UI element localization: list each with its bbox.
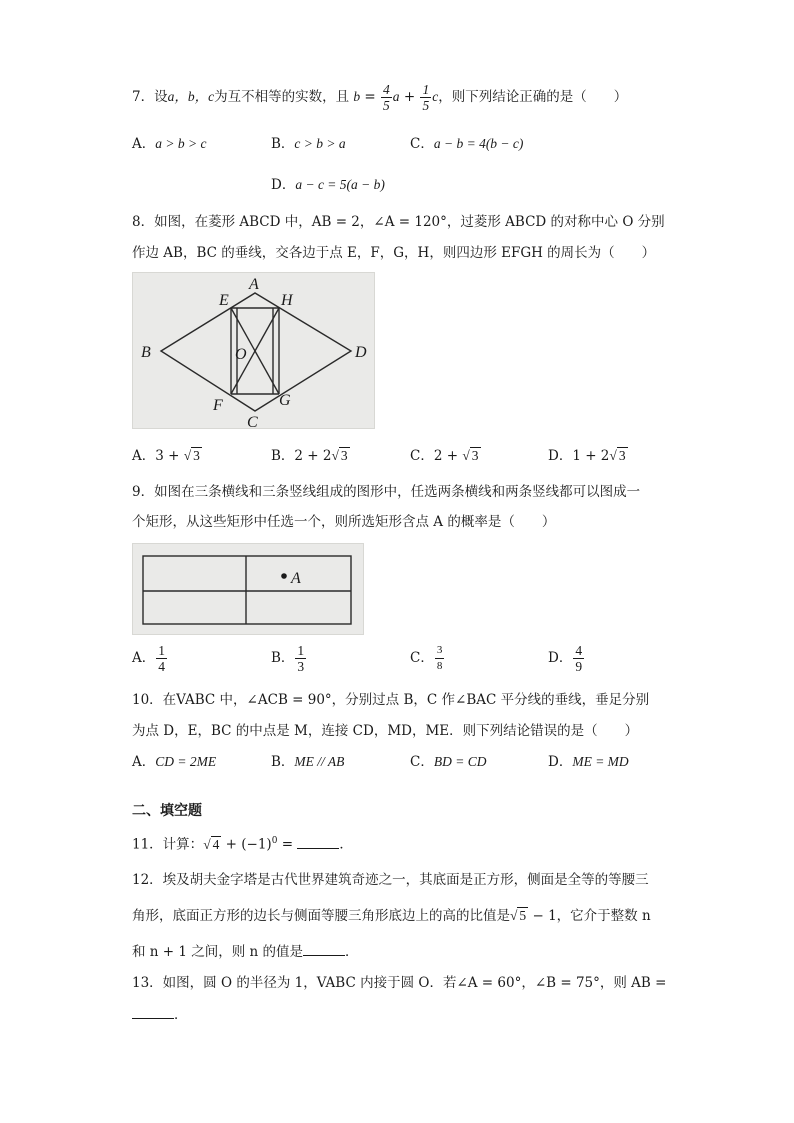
- q8-stem-line2: 作边 AB，BC 的垂线，交各边于点 E，F，G，H，则四边形 EFGH 的周长为（ ）: [132, 245, 656, 261]
- grid-outer-rect: [143, 556, 351, 624]
- q10-stem-line1: 10．在VABC 中，∠ACB = 90°，分别过点 B，C 作∠BAC 平分线的垂线，垂足分别: [132, 692, 650, 708]
- label-f: F: [213, 397, 223, 414]
- q11-answer-blank[interactable]: [297, 834, 339, 849]
- section-title-fill-blank: 二、填空题: [132, 803, 202, 819]
- label-a: A: [249, 276, 259, 293]
- label-o: O: [235, 346, 247, 363]
- grid-figure: [132, 543, 364, 635]
- q13-stem-line2: ．: [132, 1004, 188, 1025]
- label-b: B: [141, 344, 151, 361]
- point-a: [281, 573, 287, 579]
- q12-stem-line1: 12．埃及胡夫金字塔是古代世界建筑奇迹之一，其底面是正方形，侧面是全等的等腰三: [132, 872, 649, 888]
- q11-stem: 11．计算：√ $4 + (-1)^0$ = ．: [132, 831, 353, 855]
- q8-option-c[interactable]: C．2 + √ 3: [410, 448, 479, 464]
- q9-stem-line2: 个矩形，从这些矩形中任选一个，则所选矩形含点 A 的概率是（ ）: [132, 514, 556, 530]
- q7-option-d[interactable]: D．a − c = 5(a − b): [271, 177, 385, 193]
- grid-diagram: [133, 544, 363, 634]
- q8-option-a[interactable]: A．3 + √ 3: [132, 448, 200, 464]
- label-c: C: [247, 414, 258, 428]
- q9-stem-line1: 9．如图在三条横线和三条竖线组成的图形中，任选两条横线和两条竖线都可以图成一: [132, 484, 641, 500]
- q9-option-c[interactable]: C． $\frac{3}{8}$: [410, 644, 443, 672]
- q12-stem-line2: 角形，底面正方形的边长与侧面等腰三角形底边上的高的比值是√ 5 − 1，它介于整数 n: [132, 908, 651, 924]
- q7-option-c[interactable]: C．a − b = 4(b − c): [410, 136, 524, 152]
- q9-option-d[interactable]: D． $\frac{4}{9}$: [548, 643, 583, 674]
- q7-vars: a，b，c: [167, 89, 215, 104]
- q8-option-b[interactable]: B．2 + 2√ 3: [271, 448, 348, 464]
- q10-option-a[interactable]: A．CD = 2ME: [132, 754, 217, 770]
- q13-answer-blank[interactable]: [132, 1004, 174, 1019]
- q10-option-d[interactable]: D．ME = MD: [548, 754, 629, 770]
- q8-stem-line1: 8．如图，在菱形 ABCD 中，AB = 2，∠A = 120°，过菱形 ABCD 的对称中心 O 分别: [132, 214, 665, 230]
- q9-option-a[interactable]: A． $\frac{1}{4}$: [132, 643, 165, 674]
- q7-frac-1-5: $\frac{1}{5}$: [422, 82, 430, 113]
- label-h: H: [281, 292, 293, 309]
- label-d: D: [355, 344, 367, 361]
- label-e: E: [219, 292, 229, 309]
- label-g: G: [279, 392, 291, 409]
- q10-stem-line2: 为点 D，E，BC 的中点是 M，连接 CD，MD，ME．则下列结论错误的是（ ）: [132, 723, 639, 739]
- q13-stem-line1: 13．如图，圆 O 的半径为 1，VABC 内接于圆 O．若∠A = 60°，∠B = 75°，则 AB =: [132, 975, 667, 991]
- q7-stem: 7．设a，b，c为互不相等的实数，且 b = $\frac{4}{5}$ a + $\frac{1}{5}$ c，则下列结论正确的是（ ）: [132, 82, 628, 113]
- q7-frac-4-5: $\frac{4}{5}$: [383, 82, 390, 113]
- rhombus-figure: [132, 272, 375, 429]
- q10-option-b[interactable]: B．ME // AB: [271, 754, 345, 770]
- rhombus-diagram: [133, 273, 374, 428]
- point-a-label: A: [291, 570, 301, 587]
- q12-answer-blank[interactable]: [303, 941, 345, 956]
- q7-option-b[interactable]: B．c > b > a: [271, 136, 346, 152]
- q9-option-b[interactable]: B． $\frac{1}{3}$: [271, 643, 305, 674]
- q12-stem-line3: 和 n + 1 之间，则 n 的值是 ．: [132, 941, 359, 962]
- q7-option-a[interactable]: A．a > b > c: [132, 136, 207, 152]
- q10-option-c[interactable]: C．BD = CD: [410, 754, 487, 770]
- q8-option-d[interactable]: D．1 + 2√ 3: [548, 448, 626, 464]
